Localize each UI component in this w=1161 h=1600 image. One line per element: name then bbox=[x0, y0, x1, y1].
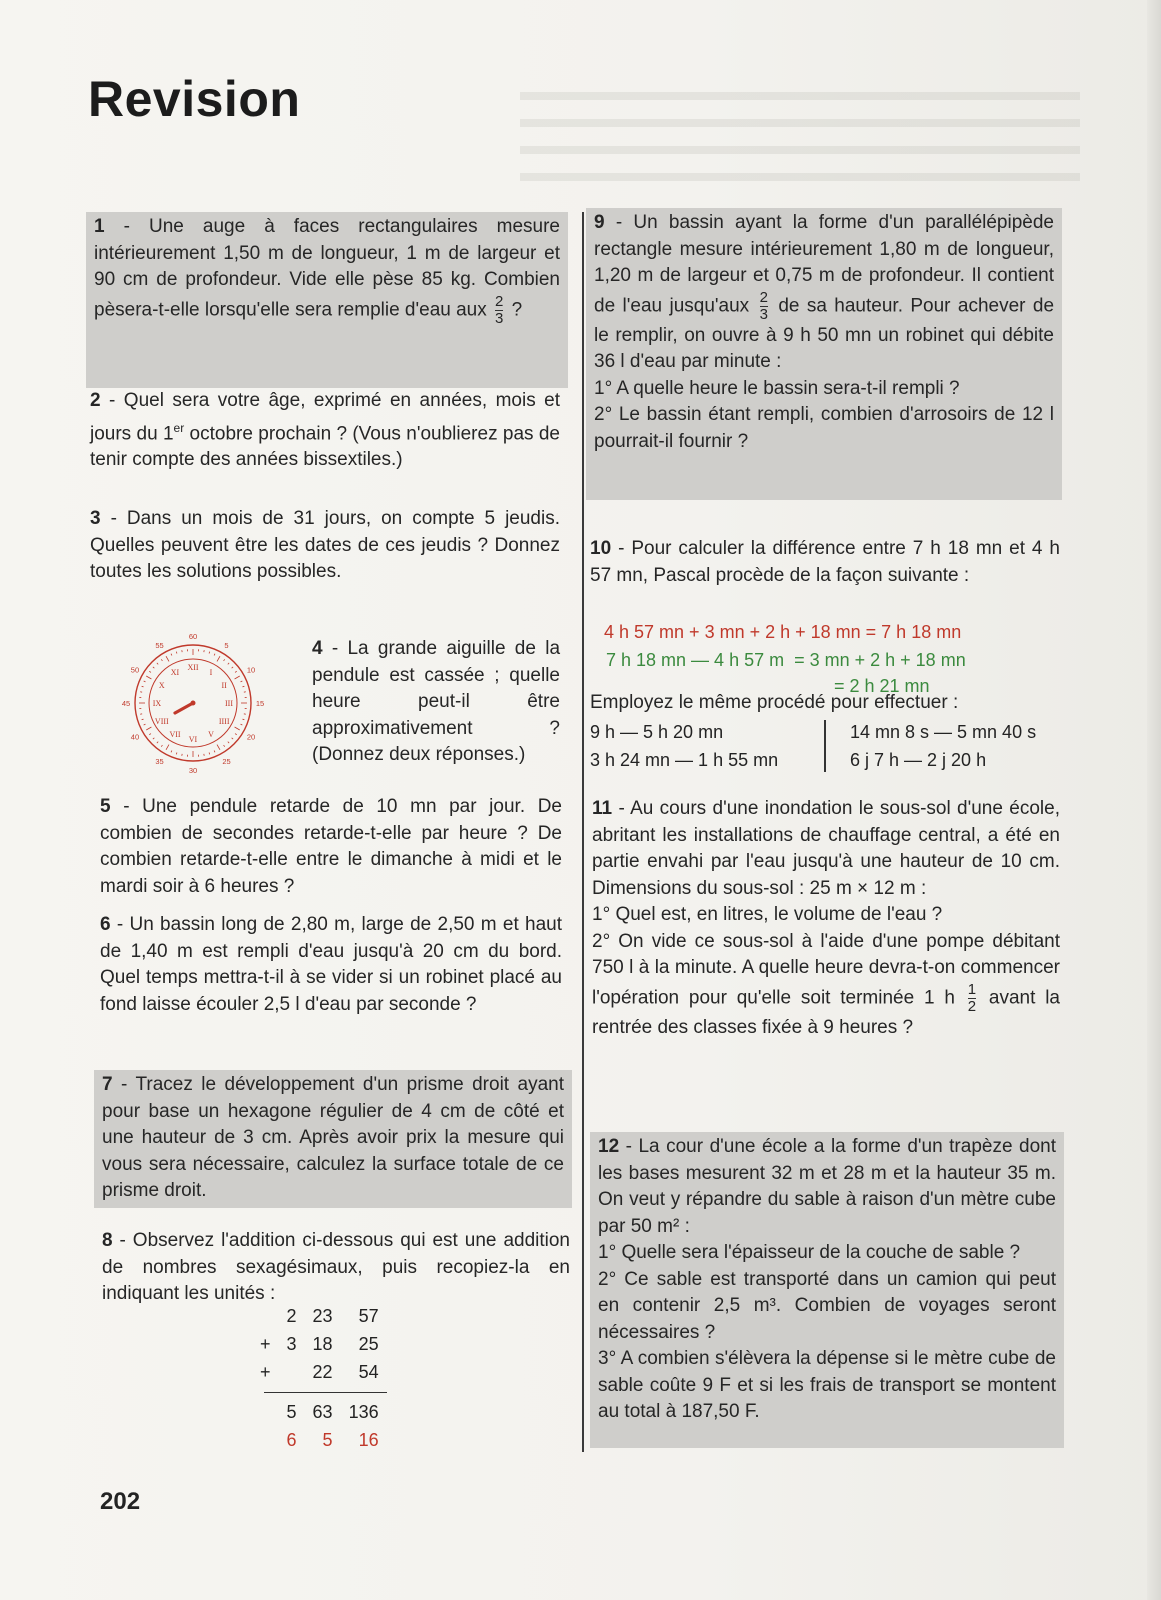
hour-hand bbox=[175, 703, 193, 713]
operations-right bbox=[850, 718, 1036, 774]
clock-roman-numeral: VI bbox=[188, 735, 198, 744]
clock-tick bbox=[166, 745, 169, 750]
fraction: $\frac{2}{3}$ bbox=[759, 288, 768, 323]
clock-tick bbox=[232, 667, 233, 668]
clock-tick bbox=[228, 663, 229, 664]
clock-tick bbox=[224, 745, 225, 747]
exercise-number: 8 bbox=[102, 1230, 113, 1251]
page-number: 202 bbox=[100, 1488, 141, 1515]
clock-minute-label: 45 bbox=[121, 699, 131, 708]
clock-tick bbox=[242, 686, 244, 687]
addition-row: 2 23 57 bbox=[286, 1305, 379, 1326]
clock-tick bbox=[149, 671, 151, 672]
clock-tick bbox=[242, 719, 244, 720]
clock-tick bbox=[176, 652, 177, 654]
question-1: 1° Quel est, en litres, le volume de l'eau ? bbox=[592, 904, 943, 925]
clock-roman-numeral: XII bbox=[187, 663, 199, 672]
clock-roman-numeral: I bbox=[209, 667, 213, 677]
addition-result: 6 5 16 bbox=[286, 1429, 379, 1450]
exercise-5 bbox=[100, 794, 562, 900]
clock-tick bbox=[241, 681, 243, 682]
clock-tick bbox=[224, 659, 225, 661]
clock-illustration bbox=[118, 628, 268, 778]
worked-example-red: 4 h 57 mn + 3 mn + 2 h + 18 mn = 7 h 18 mn bbox=[604, 622, 962, 642]
clock-minute-label: 40 bbox=[130, 732, 140, 742]
exercise-text: - Un bassin long de 2,80 m, large de 2,50 m et haut de 1,40 m est rempli d'eau jusqu'à 20 cm du bord. Quel temps mettra-t-il à se vider si un robinet placé au fond laisse écouler 2,5 l d'eau par seconde ? bbox=[100, 914, 563, 1015]
clock-minute-label: 50 bbox=[130, 665, 140, 675]
operation: 3 h 24 mn — 1 h 55 mn bbox=[590, 750, 779, 770]
clock-tick bbox=[153, 738, 154, 739]
exercise-text: - La cour d'une école a la forme d'un trapèze dont les bases mesurent 32 m et 28 m et la hauteur 35 m. On veut y répandre du sable à raison d'un mètre cube par 50 m² : bbox=[598, 1136, 1057, 1237]
exercise-12 bbox=[590, 1132, 1064, 1448]
exercise-text-cont: de sa hauteur. Pour achever de le remplir, on ouvre à 9 h 50 mn un robinet qui débite 36 l d'eau par minute : bbox=[594, 295, 1055, 372]
clock-minute-label: 55 bbox=[155, 640, 164, 650]
clock-minute-label: 10 bbox=[246, 665, 256, 675]
exercise-2 bbox=[90, 388, 560, 474]
clock-minute-label: 35 bbox=[155, 757, 164, 767]
exercise-number: 9 bbox=[594, 212, 605, 233]
clock-tick bbox=[153, 667, 154, 668]
operation: 6 j 7 h — 2 j 20 h bbox=[850, 750, 987, 770]
clock-tick bbox=[144, 681, 146, 682]
question-2-cont: avant la rentrée des classes fixée à 9 heures ? bbox=[592, 987, 1060, 1038]
question-2: 2° On vide ce sous-sol à l'aide d'une pompe débitant 750 l à la minute. A quelle heure devra-t-on commencer l'opération pour qu'elle soit terminée 1 h bbox=[592, 930, 1060, 1009]
operation: 9 h — 5 h 20 mn bbox=[590, 722, 724, 742]
clock-tick bbox=[146, 676, 151, 679]
clock-minute-label: 25 bbox=[222, 757, 231, 767]
clock-tick bbox=[161, 745, 162, 747]
show-through-top bbox=[520, 82, 1080, 192]
exercise-text: - Pour calculer la différence entre 7 h 18 mn et 4 h 57 mn, Pascal procède de la façon suivante : bbox=[590, 538, 1060, 586]
clock-roman-numeral: IX bbox=[152, 699, 162, 708]
clock-tick bbox=[235, 671, 237, 672]
exercise-1 bbox=[86, 212, 568, 388]
clock-tick bbox=[241, 724, 243, 725]
addition-row: + 3 18 25 bbox=[260, 1333, 379, 1354]
clock-tick bbox=[217, 745, 220, 750]
clock-tick bbox=[232, 738, 233, 739]
clock-tick bbox=[176, 752, 177, 754]
exercise-text: - La grande aiguille de la pendule est cassée ; quelle heure peut-il être approximativement ? (Donnez deux réponses.) bbox=[312, 638, 561, 765]
exercise-number: 5 bbox=[100, 796, 111, 817]
exercise-number: 7 bbox=[102, 1074, 113, 1095]
exercise-text: - Une pendule retarde de 10 mn par jour. De combien de secondes retarde-t-elle par heure ? De combien retarde-t-elle entre le dimanche à midi et le mardi soir à 6 heures ? bbox=[100, 796, 562, 897]
clock-tick bbox=[235, 727, 240, 730]
clock-tick bbox=[214, 751, 215, 753]
worked-example-green: 7 h 18 mn — 4 h 57 m = 3 mn + 2 h + 18 mn bbox=[606, 650, 966, 670]
superscript: er bbox=[173, 420, 185, 435]
clock-tick bbox=[142, 686, 144, 687]
exercise-text: - Dans un mois de 31 jours, on compte 5 jeudis. Quelles peuvent être les dates de ces jeudis ? Donnez toutes les solutions possibles. bbox=[90, 508, 560, 582]
fraction: $\frac{2}{3}$ bbox=[495, 292, 504, 327]
clock-tick bbox=[144, 724, 146, 725]
exercise-text: - Une auge à faces rectangulaires mesure intérieurement 1,50 m de longueur, 1 m de largeur et 90 cm de profondeur. Vide elle pèse 85 kg. Combien pèsera-t-elle lorsqu'elle sera remplie d'eau aux bbox=[94, 216, 560, 321]
page-title: Revision bbox=[88, 71, 301, 127]
clock-tick bbox=[235, 676, 240, 679]
clock-roman-numeral: X bbox=[158, 681, 165, 690]
clock-tick bbox=[171, 654, 172, 656]
clock-roman-numeral: VIII bbox=[154, 717, 169, 726]
question-2: 2° Ce sable est transporté dans un camion qui peut en contenir 2,5 m³. Combien de voyages seront nécessaires ? bbox=[598, 1268, 1056, 1343]
clock-tick bbox=[214, 654, 215, 656]
clock-tick bbox=[161, 659, 162, 661]
addition-row: + 22 54 bbox=[260, 1361, 379, 1382]
exercise-text: - Un bassin ayant la forme d'un parallélépipède rectangle mesure intérieurement 1,80 m de longueur, 1,20 m de largeur et 0,75 m de profondeur. Il contient de l'eau jusqu'aux bbox=[594, 212, 1054, 317]
exercise-text: - Tracez le développement d'un prisme droit ayant pour base un hexagone régulier de 4 cm de côté et une hauteur de 3 cm. Après avoir prix la mesure qui vous sera nécessaire, calculez la surface totale de ce prisme droit. bbox=[102, 1074, 564, 1201]
clock-roman-numeral: III bbox=[225, 699, 233, 708]
fraction: $\frac{1}{2}$ bbox=[967, 980, 977, 1015]
sexagesimal-addition bbox=[252, 1302, 387, 1454]
exercise-9 bbox=[586, 208, 1062, 500]
exercise-8 bbox=[102, 1228, 570, 1308]
clock-minute-label: 5 bbox=[224, 640, 229, 650]
instruction: Employez le même procédé pour effectuer : bbox=[590, 692, 959, 713]
exercise-6 bbox=[100, 912, 562, 1018]
clock-roman-numeral: II bbox=[221, 681, 227, 690]
question-2: 2° Le bassin étant rempli, combien d'arrosoirs de 12 l pourrait-il fournir ? bbox=[594, 404, 1054, 452]
clock-minute-label: 15 bbox=[255, 699, 265, 708]
question-1: 1° Quelle sera l'épaisseur de la couche de sable ? bbox=[598, 1242, 1021, 1263]
operations-divider bbox=[824, 720, 826, 772]
clock-minute-label: 60 bbox=[188, 632, 198, 641]
exercise-text: - Quel sera votre âge, exprimé en années, mois et jours du 1 bbox=[90, 390, 560, 444]
sum-rule bbox=[264, 1392, 387, 1393]
exercise-tail: ? bbox=[511, 299, 523, 321]
exercise-number: 1 bbox=[94, 216, 105, 237]
exercise-text-cont: octobre prochain ? (Vous n'oublierez pas de tenir compte des années bissextiles.) bbox=[90, 422, 560, 471]
exercise-text: - Observez l'addition ci-dessous qui est une addition de nombres sexagésimaux, puis recopiez-la en indiquant les unités : bbox=[102, 1230, 570, 1304]
exercise-10 bbox=[590, 536, 1060, 589]
exercise-number: 3 bbox=[90, 508, 101, 529]
exercise-number: 4 bbox=[312, 638, 323, 659]
exercise-number: 12 bbox=[598, 1136, 620, 1157]
exercise-number: 2 bbox=[90, 390, 101, 411]
exercise-number: 10 bbox=[590, 538, 612, 559]
clock-tick bbox=[209, 752, 210, 754]
clock-roman-numeral: V bbox=[208, 730, 214, 740]
question-1: 1° A quelle heure le bassin sera-t-il rempli ? bbox=[594, 377, 960, 399]
clock-tick bbox=[149, 734, 151, 735]
clock-roman-numeral: IIII bbox=[218, 717, 230, 726]
clock-tick bbox=[228, 742, 229, 743]
worked-example-green-result: = 2 h 21 mn bbox=[834, 676, 930, 696]
operations-left bbox=[590, 718, 778, 774]
clock-roman-numeral: XI bbox=[170, 667, 180, 677]
exercise-11 bbox=[592, 796, 1060, 1041]
column-divider bbox=[582, 212, 584, 1452]
clock-tick bbox=[142, 719, 144, 720]
clock-minute-label: 30 bbox=[188, 766, 198, 775]
clock-tick bbox=[166, 656, 169, 661]
exercise-7 bbox=[94, 1070, 572, 1208]
exercise-text: - Au cours d'une inondation le sous-sol d'une école, abritant les installations de chauffage central, a été en partie envahi par l'eau jusqu'à une hauteur de 10 cm. Dimensions du sous-sol : 25 m × 12 m : bbox=[592, 798, 1060, 899]
exercise-number: 6 bbox=[100, 914, 111, 935]
clock-tick bbox=[157, 742, 158, 743]
clock-tick bbox=[171, 751, 172, 753]
clock-tick bbox=[157, 663, 158, 664]
exercise-3 bbox=[90, 506, 560, 586]
clock-tick bbox=[209, 652, 210, 654]
exercise-number: 11 bbox=[592, 798, 613, 819]
operation: 14 mn 8 s — 5 mn 40 s bbox=[850, 722, 1037, 742]
clock-tick bbox=[235, 734, 237, 735]
exercise-4 bbox=[312, 636, 560, 769]
addition-total: 5 63 136 bbox=[286, 1401, 379, 1422]
page-edge bbox=[1147, 0, 1161, 1600]
clock-roman-numeral: VII bbox=[169, 730, 181, 740]
clock-center bbox=[191, 701, 196, 706]
question-3: 3° A combien s'élèvera la dépense si le mètre cube de sable coûte 9 F et si les frais de transport se montent au total à 187,50 F. bbox=[598, 1348, 1056, 1422]
clock-tick bbox=[146, 727, 151, 730]
clock-tick bbox=[217, 656, 220, 661]
clock-minute-label: 20 bbox=[246, 732, 256, 742]
